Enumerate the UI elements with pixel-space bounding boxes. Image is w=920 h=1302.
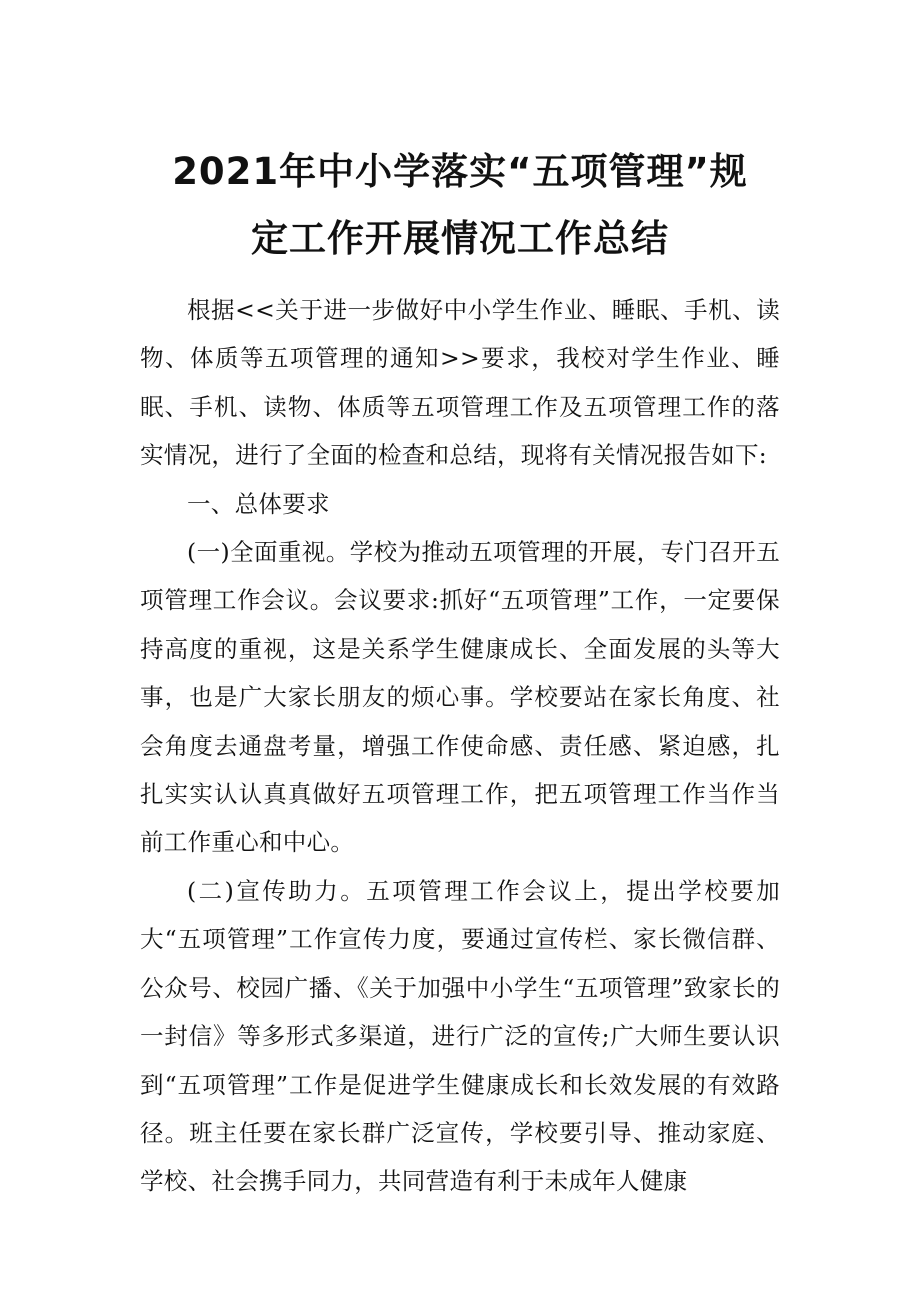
- document-title: [140, 0, 780, 272]
- intro-paragraph: 根据<<关于进一步做好中小学生作业、睡眠、手机、读物、体质等五项管理的通知>>要求，我校对学生作业、睡眠、手机、读物、体质等五项管理工作及五项管理工作的落实情况，进行了全面的检查和总结，现将有关情况报告如下:: [140, 296, 780, 470]
- title-line-1: 2021年中小学落实“五项管理”规: [172, 150, 748, 193]
- paragraph-publicity: (二)宣传助力。五项管理工作会议上，提出学校要加大“五项管理”工作宣传力度，要通过宣传栏、家长微信群、公众号、校园广播、《关于加强中小学生“五项管理”致家长的一封信》等多形式多渠道，进行广泛的宣传;广大师生要认识到“五项管理”工作是促进学生健康成长和长效发展的有效路径。班主任要在家长群广泛宣传，学校要引导、推动家庭、学校、社会携手同力，共同营造有利于未成年人健康: [140, 876, 780, 1196]
- title-line-2: 定工作开展情况工作总结: [251, 217, 669, 260]
- document-body: [140, 286, 780, 1206]
- section-heading-general-requirements: 一、总体要求: [187, 489, 330, 518]
- paragraph-full-attention: (一)全面重视。学校为推动五项管理的开展，专门召开五项管理工作会议。会议要求:抓好“五项管理”工作，一定要保持高度的重视，这是关系学生健康成长、全面发展的头等大事，也是广大家长朋友的烦心事。学校要站在家长角度、社会角度去通盘考量，增强工作使命感、责任感、紧迫感，扎扎实实认认真真做好五项管理工作，把五项管理工作当作当前工作重心和中心。: [140, 538, 780, 857]
